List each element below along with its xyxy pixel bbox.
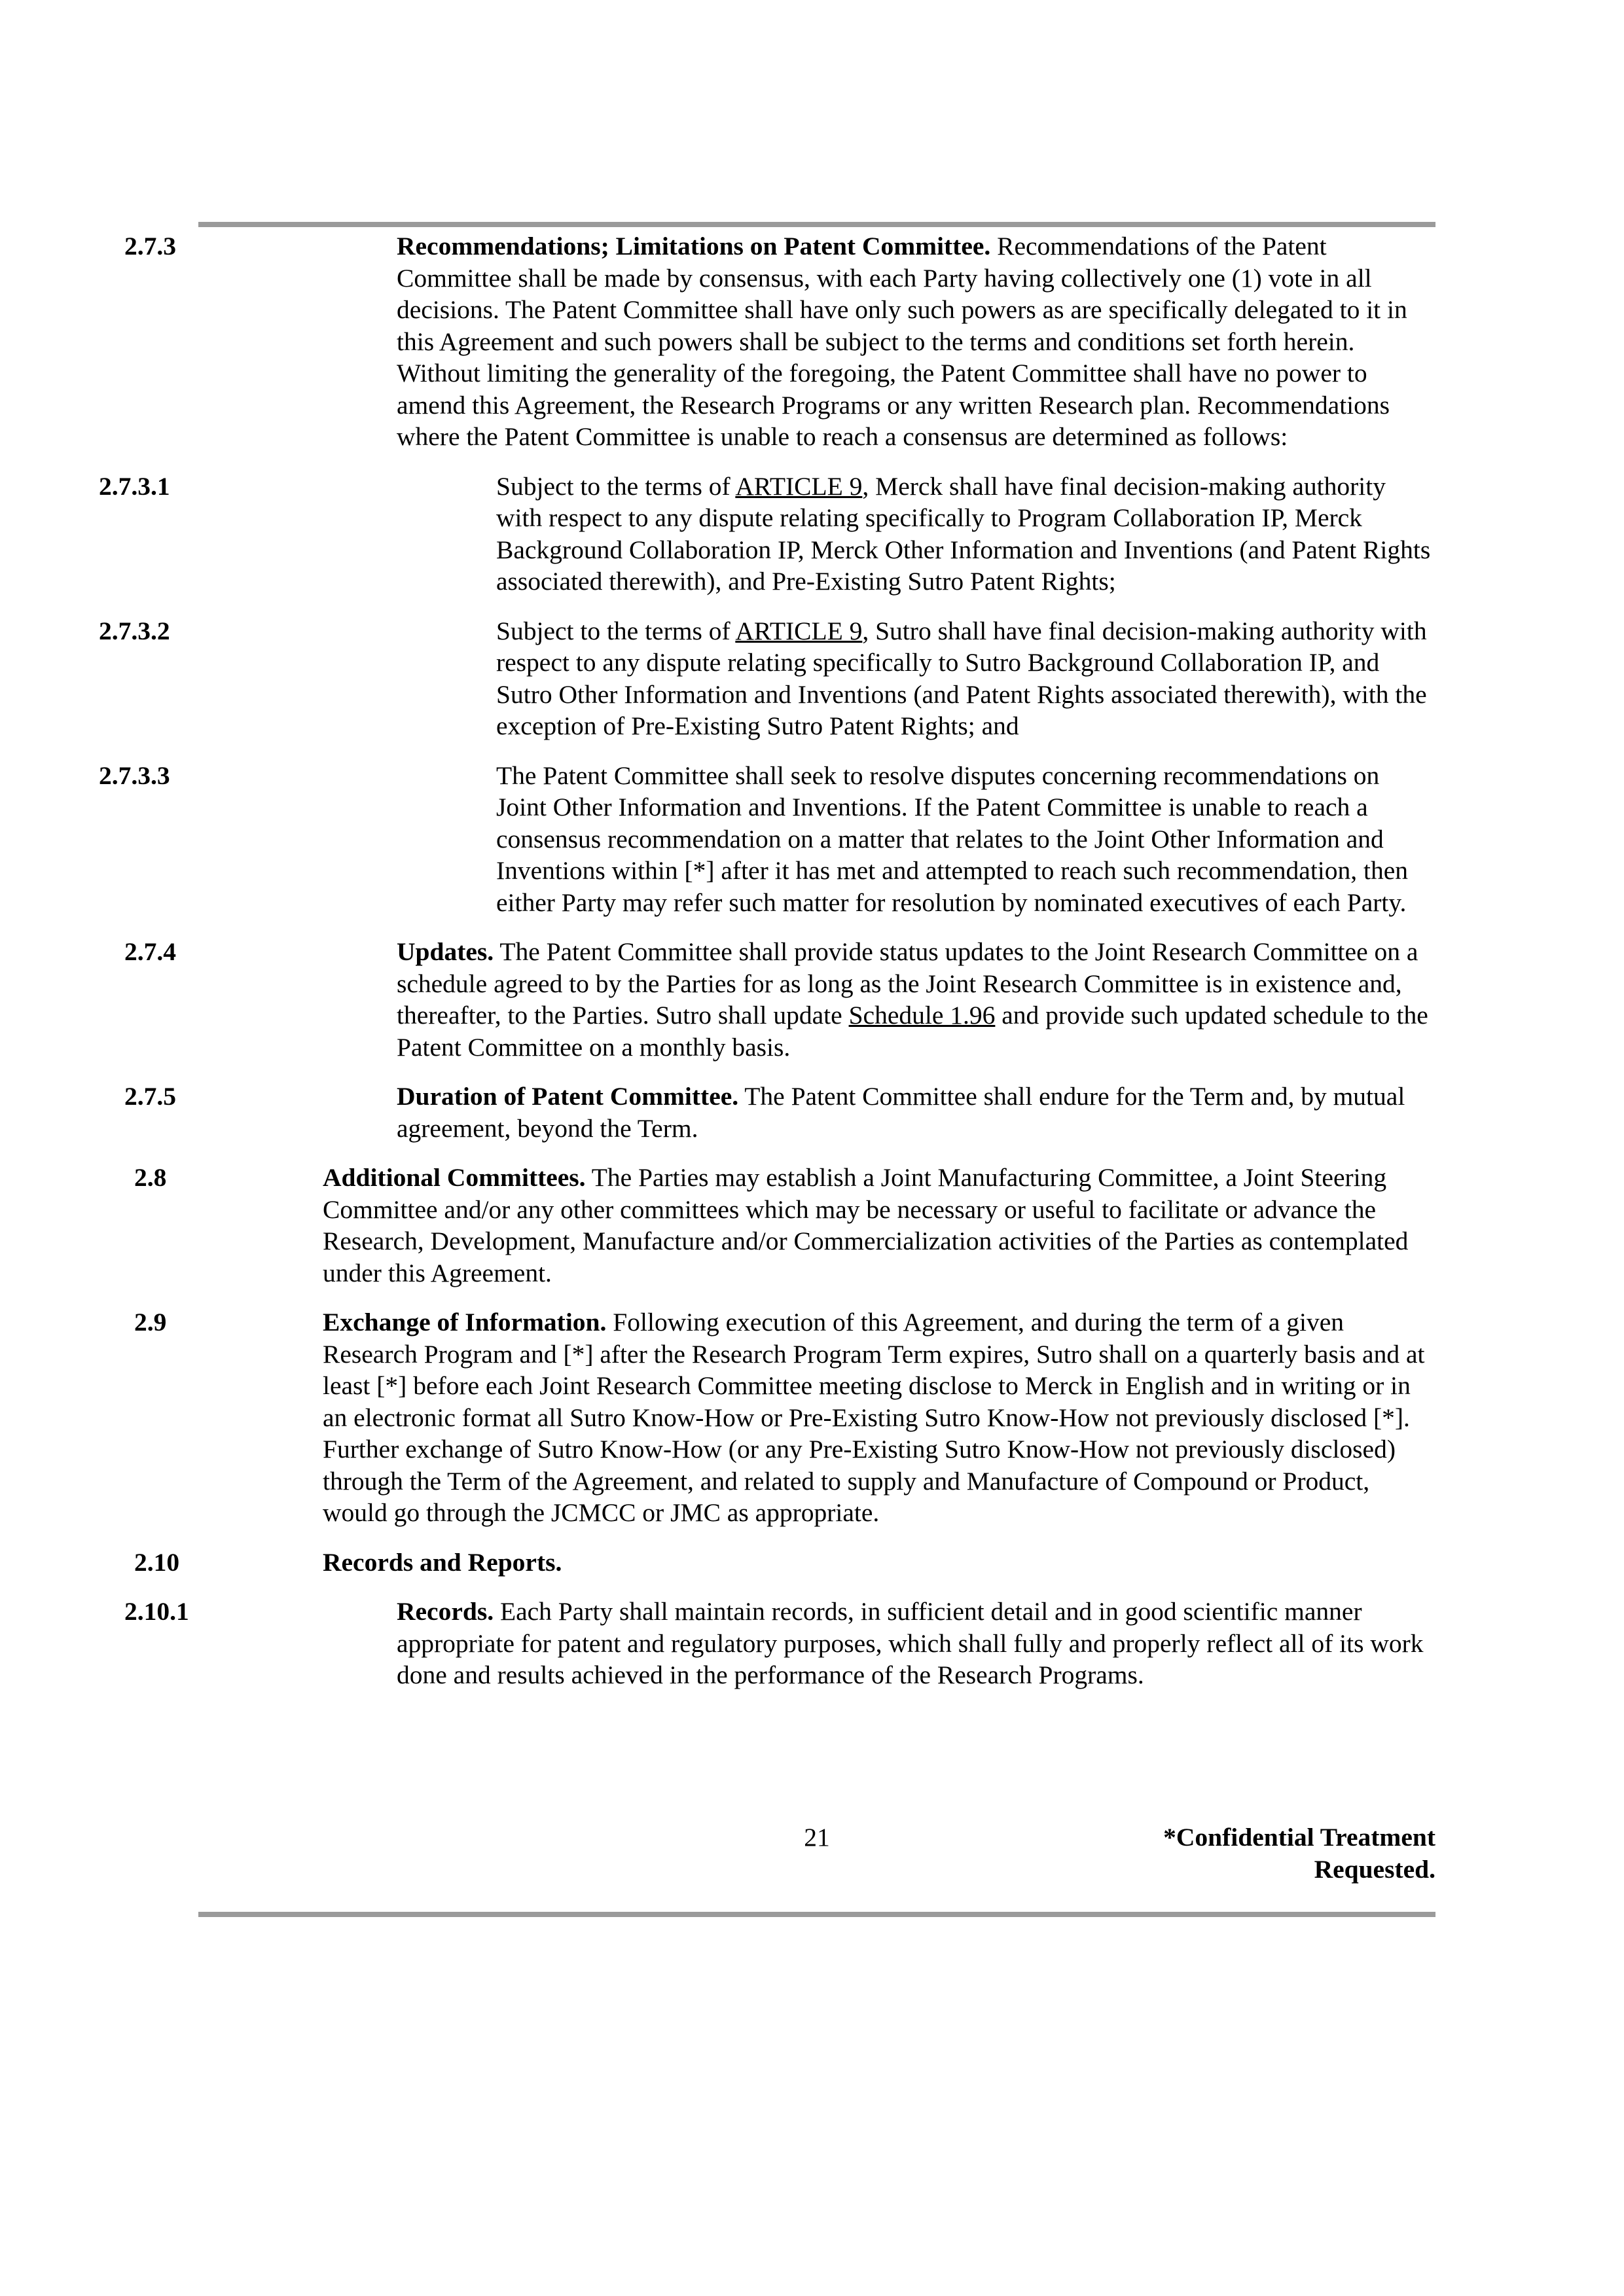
section-number: 2.10 xyxy=(134,1547,180,1577)
section-heading: Updates. xyxy=(397,937,494,966)
section-text: and provide such updated schedule to the Patent Committee on a monthly basis. xyxy=(397,1001,1428,1062)
section-heading: Additional Committees. xyxy=(323,1163,586,1192)
footer-rule xyxy=(198,1912,1435,1917)
section-text-pre: Subject to the terms of xyxy=(496,616,736,645)
header-rule xyxy=(198,222,1435,227)
section-number: 2.8 xyxy=(134,1163,167,1192)
document-body xyxy=(99,230,1435,1691)
section-text: Recommendations of the Patent Committee shall be made by consensus, with each Party having collectively one (1) vote in all decisions. The Patent Committee shall have only such powers as are specifically delegated to it in this Agreement and such powers shall be subject to the terms and conditions set forth herein. Without limiting the generality of the foregoing, the Patent Committee shall have no power to amend this Agreement, the Research Programs or any written Research plan. Recommendations where the Patent Committee is unable to reach a consensus are determined as follows: xyxy=(397,232,1407,451)
section-heading: Duration of Patent Committee. xyxy=(397,1082,739,1111)
section-number: 2.7.3 xyxy=(124,232,176,260)
confidential-notice: *Confidential Treatment Requested. xyxy=(1163,1823,1435,1884)
section-text: The Patent Committee shall endure for the Term and, by mutual agreement, beyond the Term. xyxy=(397,1082,1405,1143)
section-number: 2.7.3.2 xyxy=(99,616,170,645)
section-number: 2.7.3.1 xyxy=(99,471,170,501)
section-heading: Exchange of Information. xyxy=(323,1308,607,1336)
section-text: Each Party shall maintain records, in sufficient detail and in good scientific manner appropriate for patent and regulatory purposes, which shall fully and properly reflect all of its work done and results achieved in the performance of the Research Programs. xyxy=(397,1597,1424,1689)
section-2-7-3-1 xyxy=(99,471,1435,598)
section-text-pre: The Patent Committee shall provide status updates to the Joint Research Committee on a schedule agreed to by the Parties for as long as the Joint Research Committee is in existence and, thereafter, to the Parties. Sutro shall update xyxy=(397,937,1418,1030)
section-number: 2.9 xyxy=(134,1308,167,1336)
section-heading: Records and Reports. xyxy=(323,1547,562,1577)
schedule-1-96-link[interactable]: Schedule 1.96 xyxy=(848,1001,996,1030)
section-2-10-1 xyxy=(124,1596,1435,1691)
section-2-7-3 xyxy=(124,230,1435,453)
section-2-7-5 xyxy=(124,1081,1435,1144)
section-number: 2.7.4 xyxy=(124,937,176,966)
section-number: 2.7.3.3 xyxy=(99,761,170,790)
section-2-8 xyxy=(134,1162,1435,1289)
section-text: Following execution of this Agreement, and during the term of a given Research Program and [*] after the Research Program Term expires, Sutro shall on a quarterly basis and at least [*] before each Joint Research Committee meeting disclose to Merck in English and in writing or in an electronic format all Sutro Know-How or Pre-Existing Sutro Know-How not previously disclosed [*]. Further exchange of Sutro Know-How (or any Pre-Existing Sutro Know-How not previously disclosed) through the Term of the Agreement, and related to supply and Manufacture of Compound or Product, would go through the JCMCC or JMC as appropriate. xyxy=(323,1308,1425,1527)
section-text: , Sutro shall have final decision-making authority with respect to any dispute relating specifically to Sutro Background Collaboration IP, and Sutro Other Information and Inventions (and Patent Rights associated therewith), with the exception of Pre-Existing Sutro Patent Rights; and xyxy=(496,616,1427,740)
section-2-7-3-2 xyxy=(99,615,1435,742)
section-number: 2.10.1 xyxy=(124,1597,189,1626)
section-2-10 xyxy=(134,1547,1435,1579)
section-number: 2.7.5 xyxy=(124,1082,176,1111)
section-2-7-3-3 xyxy=(99,760,1435,919)
section-text: The Parties may establish a Joint Manufacturing Committee, a Joint Steering Committee and/or any other committees which may be necessary or useful to facilitate or advance the Research, Development, Manufacture and/or Commercialization activities of the Parties as contemplated under this Agreement. xyxy=(323,1163,1409,1287)
article-9-link[interactable]: ARTICLE 9 xyxy=(735,471,863,501)
section-heading: Recommendations; Limitations on Patent Committee. xyxy=(397,232,991,260)
section-text-pre: Subject to the terms of xyxy=(496,471,736,501)
section-heading: Records. xyxy=(397,1597,494,1626)
section-text: , Merck shall have final decision-making authority with respect to any dispute relating specifically to Program Collaboration IP, Merck Background Collaboration IP, Merck Other Information and Inventions (and Patent Rights associated therewith), and Pre-Existing Sutro Patent Rights; xyxy=(496,471,1431,596)
page-number: 21 xyxy=(804,1823,830,1852)
article-9-link[interactable]: ARTICLE 9 xyxy=(735,616,863,645)
section-2-7-4 xyxy=(124,936,1435,1063)
section-text: The Patent Committee shall seek to resolve disputes concerning recommendations on Joint Other Information and Inventions. If the Patent Committee is unable to reach a consensus recommendation on a matter that relates to the Joint Other Information and Inventions within [*] after it has met and attempted to reach such recommendation, then either Party may refer such matter for resolution by nominated executives of each Party. xyxy=(496,761,1409,917)
section-2-9 xyxy=(134,1306,1435,1529)
